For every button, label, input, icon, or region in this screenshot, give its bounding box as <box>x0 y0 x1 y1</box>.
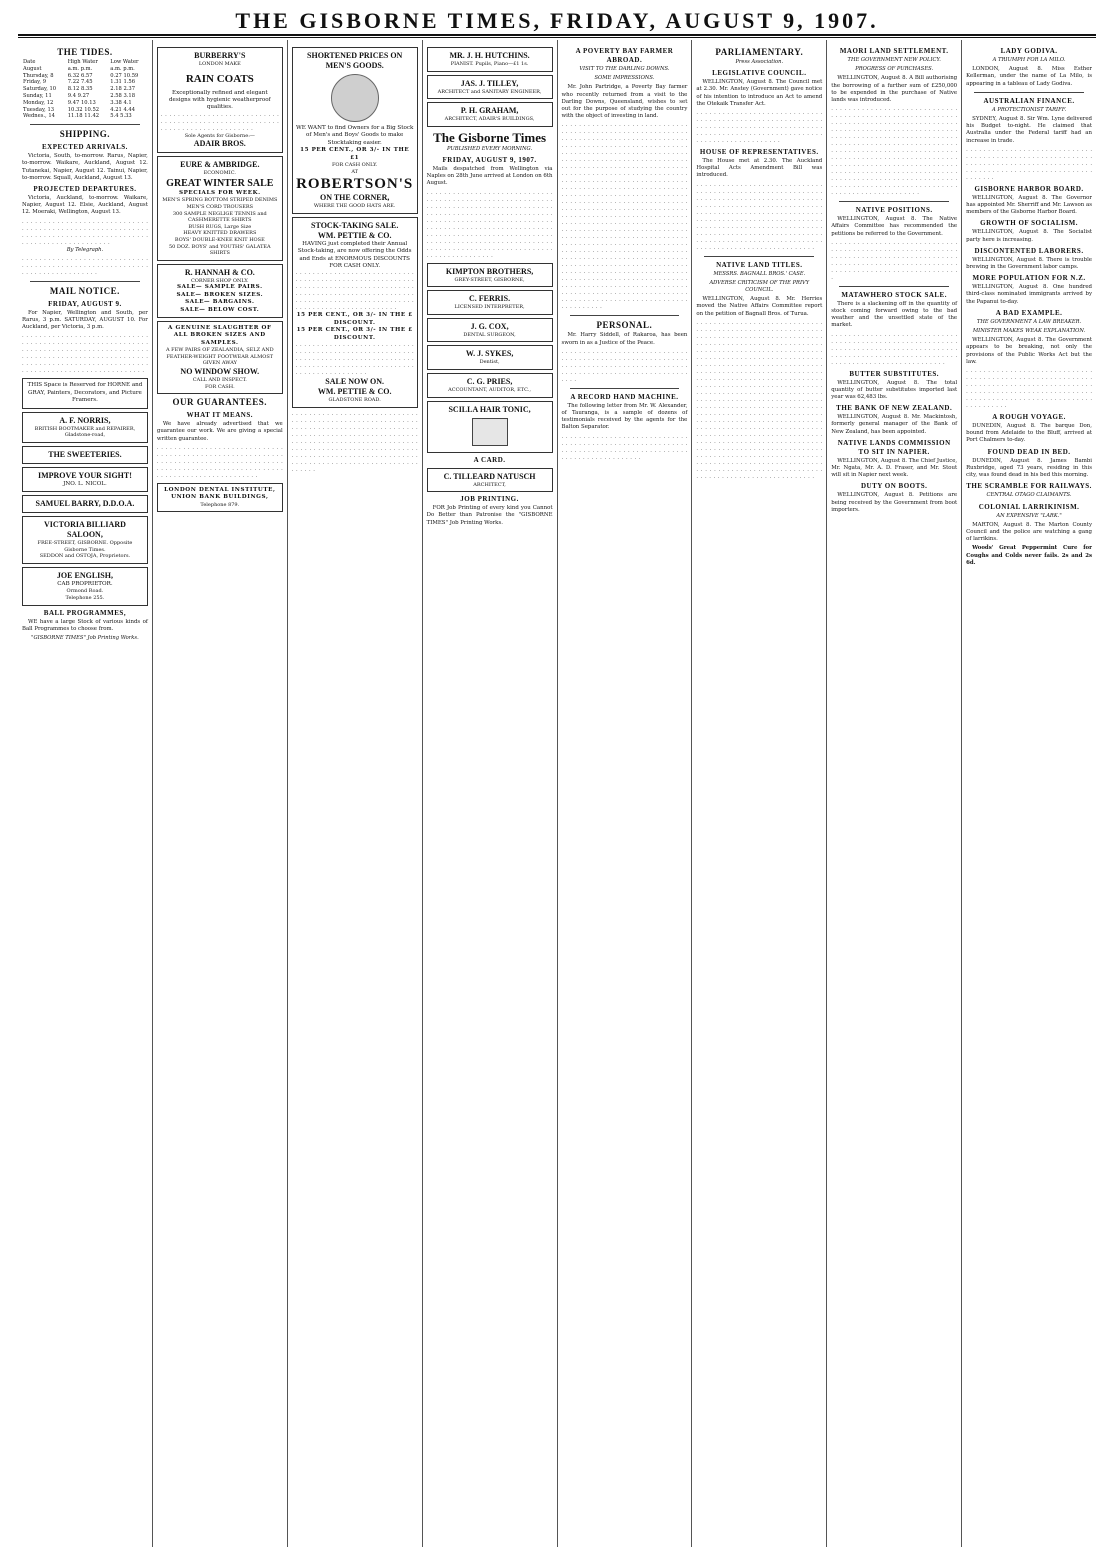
improve-sight-title: IMPROVE YOUR SIGHT! <box>37 470 132 480</box>
legislative-text: WELLINGTON, August 8. The Council met at 2.30. Mr. Anstey (Government) gave notice of his intention to introduce an Act to amend the Otekaik Transfer Act. <box>696 79 823 107</box>
job-printing-text: FOR Job Printing of every kind you Cannot Do Better than Patronise the "GISBORNE TIMES" Job Printing Works. <box>426 505 553 526</box>
projected-departures-text: Victoria, Auckland, to-morrow. Waikare, Napier, August 12. Elsie, Auckland, August 12. Moeraki, Wellington, August 13. <box>22 194 148 216</box>
legislative-heading: LEGISLATIVE COUNCIL. <box>712 69 807 78</box>
tides-cell: a.m. p.m. <box>110 65 135 72</box>
tides-cell: Saturday, 10 <box>23 86 57 93</box>
newspaper-name: The Gisborne Times <box>433 129 547 145</box>
discount-lines <box>296 312 414 342</box>
masthead-title <box>18 8 1096 34</box>
population-text: WELLINGTON, August 8. One hundred third-class nominated immigrants arrived by the Papanui to-day. <box>966 284 1092 305</box>
population-heading: MORE POPULATION FOR N.Z. <box>972 274 1086 283</box>
kimpton-name: KIMPTON BROTHERS, <box>445 266 534 276</box>
norris-name: A. F. NORRIS, <box>59 415 111 425</box>
english-sub: CAB PROPRIETOR. <box>57 581 113 587</box>
pries-sub: ACCOUNTANT, AUDITOR, ETC., <box>448 386 531 393</box>
discount-line: 15 PER CENT., OR 3/- IN THE £ DISCOUNT. <box>296 312 413 326</box>
economic-sub: ECONOMIC. <box>203 170 236 177</box>
farmer-sub: VISIT TO THE DARLING DOWNS. <box>579 66 670 72</box>
improve-sight-ad <box>22 467 148 492</box>
bank-text: WELLINGTON, August 8. Mr. Mackintosh, formerly general manager of the Bank of New Zealand, has been appointed. <box>831 414 958 435</box>
adair-bros: ADAIR BROS. <box>193 139 246 149</box>
settlement-body: . . . . . . . . . . . . . . . . . . . . . . . . . . . . . . . . . . . . . . . . . . . . . . . . . . . . . . . . . . . . . . . . . . . . . . . . . . . . . . . . . . . . . . . . . . . . . . . . . . . . . . . . . . . . . . . . . . . . . . . . . . . . . . . . . . . . . . . . . . . . . . . . . . . . . . . . . . . . . . . . . . . . . . . . . . . . . . . . . . . . . . . . . . . . . . . . . . . . . . . . . . . . . . . . . . . . . . . . . . . . . . . . . . . . . . . . . . . . . . . . . . . . . . . . . . . . . . . . . . . . . . . . . . . . . . . . . . . . . . . . . . . . . . . . . . . . . . . . . . . . . . . . . . . . . . . . . . . . . . . . . . . . . . . . . . . . . . . . . . . . . . . . . . . . . . . . . . . . . . . . . . . . . . . . . <box>831 106 958 197</box>
paper-title: THE GISBORNE TIMES, <box>235 8 543 33</box>
burberry-sub: LONDON MAKE <box>198 61 241 67</box>
personal-text: Mr. Harry Siddell, of Rakaroa, has been sworn in as a Justice of the Peace. <box>561 332 688 346</box>
ball-programmes-footer: "GISBORNE TIMES" Job Printing Works. <box>31 635 139 641</box>
finance-text: SYDNEY, August 8. Sir Wm. Lyne delivered his Budget to-night. He claimed that Australia under the Federal tariff had an increase in trade. <box>966 116 1092 144</box>
leader-body: . . . . . . . . . . . . . . . . . . . . . . . . . . . . . . . . . . . . . . . . . . . . . . . . . . . . . . . . . . . . . . . . . . . . . . . . . . . . . . . . . . . . . . . . . . . . . . . . . . . . . . . . . . . . . . . . . . . . . . . . . . . . . . . . . . . . . . . . . . . . . . . . . . . . . . . . . . . . . . . . . . . . . . . . . . . . . . . . . . . . . . . . . . . . . . . . . . . . . . . . . . . . . . . . . . . . . . . . . . . . . . . . . . . . . . . . . . . . . . . . . . . . . . . . . . . . . . . . . . . . . . . . . . . . . . . . . . . . . <box>426 189 553 259</box>
farmer-text: Mr. John Partridge, a Poverty Bay farmer who recently returned from a visit to the Darling Downs, Queensland, wishes to set out for the purpose of studying the country with the object of investing in land. <box>561 84 688 120</box>
telegraph-body: . . . . . . . . . . . . . . . . . . . . . . . . . . . . . . . . . . . . . . . . . . . . . . . . . . . . . . . . . . . . . . . . . . . . . . . . . . . . <box>22 255 148 276</box>
pettie-text: HAVING just completed their Annual Stock-taking, are now offering the Odds and Ends at ENORMOUS DISCOUNTS FOR CASH ONLY. <box>297 240 412 270</box>
divider <box>839 201 949 202</box>
expected-arrivals-heading: EXPECTED ARRIVALS. <box>41 143 128 152</box>
tides-row <box>22 79 148 86</box>
hannah-corner-sub: CORNER SHOP ONLY. <box>190 277 249 284</box>
expected-arrivals-text: Victoria, South, to-morrow. Rarus, Napier, to-morrow. Waikare, Auckland, August 12. Tutanekai, Napier, August 12. Tainui, Napier, to-morrow. Squall, Auckland, August 13. <box>22 153 148 181</box>
tides-cell: 5.4 5.33 <box>110 113 132 120</box>
kimpton-sub: GREY-STREET, GISBORNE, <box>454 276 525 283</box>
good-hats: WHERE THE GOOD HATS ARE. <box>313 203 396 210</box>
socialism-heading: GROWTH OF SOCIALISM. <box>980 219 1078 228</box>
hutchins-ad <box>427 47 553 72</box>
natusch-ad <box>427 468 553 493</box>
harbor-heading: GISBORNE HARBOR BOARD. <box>974 184 1084 193</box>
tides-cell: 1.31 1.56 <box>110 79 136 86</box>
sykes-sub: Dentist, <box>479 359 500 366</box>
bank-heading: THE BANK OF NEW ZEALAND. <box>836 404 953 413</box>
divider <box>839 286 949 287</box>
no-window-show: NO WINDOW SHOW. <box>180 366 260 376</box>
bad-example-sub: THE GOVERNMENT A LAW BREAKER. <box>976 318 1082 325</box>
divider <box>974 92 1084 93</box>
legislative-body: . . . . . . . . . . . . . . . . . . . . . . . . . . . . . . . . . . . . . . . . . . . . . . . . . . . . . . . . . . . . . . . . . . . . . . . . . . . . . . . . . . . . . . . . . . . . . . . . . . . . . . . . . . . . . . . . . . . . . . . . . . . . . . . . . . . . . . . . <box>696 110 823 145</box>
finance-body: . . . . . . . . . . . . . . . . . . . . . . . . . . . . . . . . . . . . . . . . . . . . . . . . . . . . . . . . . . . . . . . . . . . . . . . . . . . . . . . . . . . . . . . . . . . . . . . . . . . . . . . . . . . . . . . . . . . . . . . . . . . <box>966 146 1092 181</box>
personal-body: . . . . . . . . . . . . . . . . . . . . . . . . . . . . . . . . . . . . . . . . . . . . . . . . . . . . . . . . . . . . . . . . . . . . . . . . . . . . . . . . . . . . . . . . . . . . . . . . . . . . . . . . . . . . . . . . . . . . . . . . <box>561 348 688 383</box>
hutchins-sub: PIANIST. Pupils, Piano—£1 1s. <box>450 61 529 67</box>
divider <box>570 388 680 389</box>
ball-programmes-text: WE have a large Stock of various kinds of Ball Programmes to choose from. <box>22 618 148 632</box>
record-machine-text: The following letter from Mr. W. Alexander, of Tauranga, is a sample of dozens of testimonials received by the agents for the Balton Separator. <box>561 402 688 431</box>
tides-cell: Wednes., 14 <box>23 113 55 120</box>
norris-sub: BRITISH BOOTMAKER and REPAIRER, Gladstone-road, <box>34 425 136 439</box>
bad-example-sub-2: MINISTER MAKES WEAK EXPLANATION. <box>972 328 1086 335</box>
slaughter-ad <box>157 321 283 394</box>
ferris-sub: LICENSED INTERPRETER, <box>454 304 525 311</box>
gladstone-road: GLADSTONE ROAD. <box>328 397 381 404</box>
settlement-heading: MAORI LAND SETTLEMENT. <box>839 47 949 55</box>
bad-example-heading: A BAD EXAMPLE. <box>995 308 1063 317</box>
shipping-body: . . . . . . . . . . . . . . . . . . . . . . . . . . . . . . . . . . . . . . . . . . . . . . . . . . . . . . . . . . . . . . . . . . . . . . . . . . . . . . . . . . . . . . . . . . . . . . . . . . . . . . . . . . . . <box>22 218 148 246</box>
burberry-text: Exceptionally refined and elegant designs with hygienic weatherproof qualities. <box>168 89 271 111</box>
column-5 <box>558 40 693 1547</box>
tides-row <box>22 107 148 114</box>
tilley-ad <box>427 75 553 100</box>
found-dead-text: DUNEDIN, August 8. James Bambi Ruxbridge, aged 73 years, residing in this city, was found dead in his bed this morning. <box>966 457 1092 479</box>
agent-line: Sole Agents for Gisborne:— <box>184 132 255 139</box>
barry-ad <box>22 495 148 513</box>
railways-sub: CENTRAL OTAGO CLAIMANTS. <box>986 492 1072 499</box>
space-reserved-ad <box>22 378 148 408</box>
col3-body: . . . . . . . . . . . . . . . . . . . . . . . . . . . . . . . . . . . . . . . . . . . . . . . . . . . . . . . . . . . . . . . . . . . . . . . . . . . . . . . . . . . . . . . . . . . . . . . . . . . . . . . . . . . . . . . . . . . . . . . . . . . . . . . . . . . . . . . . . . . . . . . . . . . . . . . . . . . . . . . . . . . . . . . . . . . . . . . . . . . . . . . . . . . . . . . . . . . . . . . . . . . . . . . . . . . . . . . . . . . . . . . . . . . . . . . . . . . . . . <box>291 410 418 473</box>
kimpton-ad <box>427 263 553 288</box>
tides-table <box>22 59 148 120</box>
column-7 <box>827 40 962 1547</box>
found-dead-heading: FOUND DEAD IN BED. <box>987 447 1071 456</box>
billiard-ad <box>22 516 148 564</box>
english-sub2: Ormond Road. <box>66 588 104 595</box>
butter-heading: BUTTER SUBSTITUTES. <box>849 369 940 378</box>
tides-cell: 2.18 2.37 <box>110 86 136 93</box>
matawhero-body: . . . . . . . . . . . . . . . . . . . . . . . . . . . . . . . . . . . . . . . . . . . . . . . . . . . . . . . . . . . . . . . . . . . . . . . . . . . . . . . . . . . . . . . . . . . . . . . . . . . . . . . . . . . . . . . . . . . . . . . . . . . . . . . . . . . . . . . . . . . . . . . <box>831 331 958 366</box>
ball-programmes-heading: BALL PROGRAMMES, <box>43 608 127 617</box>
godiva-heading: LADY GODIVA. <box>1000 47 1058 55</box>
divider <box>30 281 140 282</box>
projected-departures-heading: PROJECTED DEPARTURES. <box>33 184 137 193</box>
masthead-date: FRIDAY, AUGUST 9, 1907. <box>550 8 879 33</box>
divider <box>704 256 814 257</box>
column-4 <box>423 40 558 1547</box>
natusch-name: C. TILLEARD NATUSCH <box>443 471 536 481</box>
house-text: The House met at 2.30. The Auckland Hospital Acts Amendment Bill was introduced. <box>696 158 823 179</box>
paper-date: FRIDAY, AUGUST 9, 1907. <box>442 155 537 164</box>
billiard-name: VICTORIA BILLIARD SALOON, <box>44 520 126 540</box>
discount-line: 15 PER CENT., OR 3/- IN THE £ DISCOUNT. <box>296 327 413 341</box>
native-titles-body: . . . . . . . . . . . . . . . . . . . . . . . . . . . . . . . . . . . . . . . . . . . . . . . . . . . . . . . . . . . . . . . . . . . . . . . . . . . . . . . . . . . . . . . . . . . . . . . . . . . . . . . . . . . . . . . . . . . . . . . . . . . . . . . . . . . . . . . . . . . . . . . . . . . . . . . . . . . . . . . . . . . . . . . . . . . . . . . . . . . . . . . . . . . . . . . . . . . . . . . . . . . . . . . . . . . . . . . . . . . . . . . . . . . . . . . . . . . . . . . . . . . . . . . . . . . . . . . . . . . . . . . . . . . . . . . . . . . . . . . . . . . . . . . . . . . . . . . . . . . . . . . . . . . . . . . . . . . . . . . . . . . . . . . . . . . . . . . . . . . . . . . . . . . . . . . . . . . . . . . . . . . . . . . . . . . . . . . . . . . . . . . . . . . . . . . . . . . . . . . . . . . . . . . . . . . . . . . . . . . . . . . . . . . . . . . . . . . . . . . . . . . . . . . . . . . . . . . . . . . . . . . . . . . . . . . . . . . . . . . . . . . . . . . . . . . . . . . . . . . . . . . . . . . . . . . . . . . . . . . . . . . . . . . . . . . . . . . . . . . . . . . . . . . . . . . . . . . . . . . . . . . . . . . . . . . . . . . . . . . . . . . . . . . . . . . . . . . . . . . . . . . . . . . . . . . . . . . . . . . . . . . . . . . . . . . . . . . . . . . . . . . . . . . . . . . . . . . . . . . . . . . . . . <box>696 319 823 480</box>
tides-row <box>22 66 148 73</box>
house-body: . . . . . . . . . . . . . . . . . . . . . . . . . . . . . . . . . . . . . . . . . . . . . . . . . . . . . . . . . . . . . . . . . . . . . . . . . . . . . . . . . . . . . . . . . . . . . . . . . . . . . . . . . . . . . . . . . . . . . . . . . . . . . . . . . . . . . . . . . . . . . . . . . . . . . . . . . . . . . . . . . . . . . . . . . . . . . . . . . . . . . . . . . . . . . . . . . . . . . . . . . . . . . . . . . . . . . . . . . . . . . . . . . . . . . . . . . . . . . . . . . . . . . . . . . . . . . . . . . . . . . . . . . . . . . . . . . . . . . . . . . . . . . . . . . <box>696 181 823 251</box>
shortened-prices-ad <box>292 47 418 214</box>
masthead <box>18 8 1096 36</box>
rain-coats: RAIN COATS <box>185 72 254 85</box>
leader-text: Mails despatched from Wellington via Naples on 28th June arrived at London on 6th August. <box>426 165 553 187</box>
discontented-text: WELLINGTON, August 8. There is trouble brewing in the Government labor camps. <box>966 256 1092 271</box>
discontented-heading: DISCONTENTED LABORERS. <box>974 246 1084 255</box>
tides-cell: 10.32 10.52 <box>67 106 100 113</box>
specials-item: MEN'S CORD TROUSERS <box>186 204 254 210</box>
sale-line: SALE— BELOW COST. <box>180 306 260 313</box>
guarantee-text: We have already advertised that we guarantee our work. We are giving a special written guarantee. <box>156 421 283 442</box>
tides-cell: 4.21 4.44 <box>110 106 136 113</box>
robertsons-name: ROBERTSON'S <box>296 176 414 193</box>
native-titles-heading: NATIVE LAND TITLES. <box>716 260 803 269</box>
slaughter-text: A GENUINE SLAUGHTER OF ALL BROKEN SIZES AND SAMPLES. <box>168 324 272 346</box>
commission-heading: NATIVE LANDS COMMISSION TO SIT IN NAPIER. <box>837 438 951 456</box>
pettie-body-2: . . . . . . . . . . . . . . . . . . . . . . . . . . . . . . . . . . . . . . . . . . . . . . . . . . . . . . . . . . . . . . . . . . . . . . . . . . . . . . . . . . . . . . . . . . . . . . . . . . . . . . . . . . . . . . . . . . . . . . . . . . . . . . . . . <box>295 342 414 377</box>
fifteen-per-cent: 15 PER CENT., OR 3/- IN THE £1 <box>300 147 410 161</box>
mail-notice-heading: MAIL NOTICE. <box>49 285 120 296</box>
tides-cell: Monday, 12 <box>23 99 54 106</box>
woods-peppermint-ad: Woods' Great Peppermint Cure for Coughs and Colds never fails. 2s and 2s 6d. <box>966 545 1092 566</box>
tides-cell: 9.47 10.13 <box>67 99 96 106</box>
tides-header-cell: Date <box>23 59 36 65</box>
tides-cell: a.m. p.m. <box>67 65 93 72</box>
native-titles-sub-2: ADVERSE CRITICISM OF THE PRIVY COUNCIL. <box>709 279 810 294</box>
finance-heading: AUSTRALIAN FINANCE. <box>983 96 1075 105</box>
finance-sub: A PROTECTIONIST TARIFF. <box>991 106 1067 113</box>
sale-line: SALE— BROKEN SIZES. <box>176 291 264 298</box>
specials-item: 50 DOZ. BOYS' and YOUTHS' GALATEA SHIRTS <box>168 243 271 257</box>
billiard-sub: FREE-STREET, GISBORNE. Opposite Gisborne Times. <box>37 540 133 553</box>
tides-cell: Sunday, 11 <box>23 92 52 99</box>
natusch-sub: ARCHITECT, <box>473 481 506 488</box>
english-name: JOE ENGLISH, <box>56 571 113 580</box>
tides-header-row <box>22 59 148 66</box>
economic-title: EURE & AMBRIDGE. <box>180 160 260 170</box>
harbor-text: WELLINGTON, August 8. The Governor has appointed Mr. Sherriff and Mr. Lawson as members of the Gisborne Harbor Board. <box>966 194 1092 216</box>
norris-ad <box>22 412 148 443</box>
column-8 <box>962 40 1096 1547</box>
hair-tonic-ad <box>427 401 553 453</box>
matawhero-heading: MATAWHERO STOCK SALE. <box>841 290 947 299</box>
specials-heading: SPECIALS FOR WEEK. <box>178 190 261 196</box>
colonial-sub: AN EXPENSIVE "LARK." <box>996 512 1062 519</box>
pries-name: C. G. PRIES, <box>466 376 513 386</box>
tides-cell: Friday, 9 <box>23 79 46 86</box>
sale-now-on: SALE NOW ON. <box>325 377 385 387</box>
billiard-owners: SEDDON and OSTOJA, Proprietors. <box>39 553 131 560</box>
pairs-text: A FEW PAIRS OF ZEALANDIA, SELZ AND FEATHER-WEIGHT FOOTWEAR ALMOST GIVEN AWAY <box>165 347 274 367</box>
call-inspect: CALL AND INSPECT. <box>192 376 247 383</box>
tides-body <box>22 66 148 120</box>
tides-cell: Tuesday, 13 <box>23 106 55 113</box>
tides-header-cell: High Water <box>67 59 98 65</box>
specials-item: HEAVY KNITTED DRAWERS <box>183 230 257 237</box>
settlement-text: WELLINGTON, August 8. A Bill authorising the borrowing of a further sum of £250,000 to be expended in the purchase of Native lands was introduced. <box>831 75 958 104</box>
farmer-heading: A POVERTY BAY FARMER ABROAD. <box>575 47 674 64</box>
godiva-text: LONDON, August 8. Miss Esther Kellerman, under the name of La Milo, is appearing in a tableau of Lady Godiva. <box>966 66 1092 87</box>
divider <box>30 124 140 125</box>
tides-cell: 7.22 7.45 <box>67 79 93 86</box>
burberry-body: . . . . . . . . . . . . . . . . . . . . . . . . . . . . . . . . . . . . . . . . . . . . . . . . . . . . . . . . . . . . . . . . . . . . . . . . . . . . . . <box>160 111 279 132</box>
socialism-text: WELLINGTON, August 8. The Socialist party here is increasing. <box>966 229 1092 243</box>
hannah-corner-ad <box>157 264 283 318</box>
column-1 <box>18 40 153 1547</box>
cash-only: FOR CASH ONLY. <box>331 162 378 169</box>
tides-cell: 6.32 6.57 <box>67 72 93 79</box>
press-association: Press Association. <box>735 59 784 65</box>
pettie-body: . . . . . . . . . . . . . . . . . . . . . . . . . . . . . . . . . . . . . . . . . . . . . . . . . . . . . . . . . . . . . . . . . . . . . . . . . . . . . . . . . . . . . . . . . . . . . . . . . . . . . . . . . . . . . . . . . . . . . . . . . . . . . . . . . . . . . . . . . . . . . . . . . . . . . . . . . . . . . . . . . . . . <box>295 270 414 312</box>
commission-text: WELLINGTON, August 8. The Chief Justice, Mr. Ngata, Mr. A. D. Fraser, and Mr. Stout will sit in Napier next week. <box>831 457 958 479</box>
matawhero-text: There is a slackening off in the quantity of stock coming forward owing to the bad weather and the unsettled state of the market. <box>831 300 958 329</box>
hutchins-name: MR. J. H. HUTCHINS. <box>449 51 530 60</box>
divider <box>570 315 680 316</box>
tides-row <box>22 86 148 93</box>
sale-line: SALE— SAMPLE PAIRS. <box>176 284 263 291</box>
pettie-name-2: WM. PETTIE & CO. <box>317 387 392 397</box>
tides-cell: August <box>23 65 42 72</box>
published-line: PUBLISHED EVERY MORNING. <box>447 145 533 152</box>
specials-item: 300 SAMPLE NEGLIGE TENNIS and CASHMERETTE SHIRTS <box>172 210 267 224</box>
economic-ad <box>157 156 283 260</box>
card-heading: A CARD. <box>473 455 506 464</box>
column-2 <box>153 40 288 1547</box>
by-telegraph: By Telegraph. <box>66 246 104 253</box>
voyage-heading: A ROUGH VOYAGE. <box>992 413 1066 422</box>
colonial-text: MARTON, August 8. The Marton County Council and the police are watching a gang of larrikins. <box>966 521 1092 543</box>
colonial-heading: COLONIAL LARRIKINISM. <box>978 502 1080 511</box>
for-cash: FOR CASH. <box>204 383 235 390</box>
london-dental-telephone: Telephone 879. <box>200 501 240 508</box>
tides-cell: 11.18 11.42 <box>67 113 100 120</box>
native-positions-body: . . . . . . . . . . . . . . . . . . . . . . . . . . . . . . . . . . . . . . . . . . . . . . . . . . . . . . . . . . . . . . . . . . . . . . . . . . . . . . . . . . . . . . . . . . . . . . . . . . . . . . . . . . . . . . . . . . . . . . . . . . . . . . . . . . . . . . . . . . . . . . . . . . <box>831 239 958 281</box>
voyage-text: DUNEDIN, August 8. The barque Don, bound from Adelaide to the Bluff, arrived at Port Chalmers to-day. <box>966 423 1092 444</box>
cox-sub: DENTAL SURGEON, <box>463 331 516 338</box>
column-6 <box>692 40 827 1547</box>
native-titles-sub: MESSRS. BAGNALL BROS.' CASE. <box>713 270 806 277</box>
tides-cell: 9.4 9.27 <box>67 92 90 99</box>
nicol-name: JNO. L. NICOL. <box>63 480 107 487</box>
shipping-heading: SHIPPING. <box>59 129 111 140</box>
specials-list <box>161 197 279 256</box>
ferris-name: C. FERRIS. <box>469 294 511 304</box>
godiva-sub: A TRIUMPH FOR LA MILO. <box>992 57 1066 63</box>
barry-name: SAMUEL BARRY, D.D.O.A. <box>35 499 135 509</box>
specials-item: BUSH RUGS, Large Size <box>188 223 252 230</box>
badge-illustration <box>331 74 379 122</box>
native-positions-text: WELLINGTON, August 8. The Native Affairs Committee has recommended the petitions be referred to the Government. <box>831 216 958 237</box>
pettie-ad <box>292 217 418 408</box>
english-telephone: Telephone 255. <box>65 595 105 601</box>
personal-heading: PERSONAL. <box>596 320 653 331</box>
parliamentary-heading: PARLIAMENTARY. <box>715 47 804 57</box>
tides-cell: 3.38 4.1 <box>110 99 132 106</box>
tides-row <box>22 100 148 107</box>
tides-cell: 0.27 10.59 <box>110 72 139 79</box>
bad-example-text: WELLINGTON, August 8. The Government appears to be breaking, not only the provisions of the Public Works Act but the law. <box>966 337 1092 365</box>
great-winter-sale: GREAT WINTER SALE <box>166 178 274 189</box>
graham-name: P. H. GRAHAM, <box>460 106 519 116</box>
guarantee-heading: OUR GUARANTEES. <box>172 397 268 408</box>
hannah-name: R. HANNAH & CO. <box>184 267 255 277</box>
english-ad <box>22 567 148 606</box>
london-dental-name: LONDON DENTAL INSTITUTE, UNION BANK BUILDINGS, <box>164 486 276 501</box>
railways-heading: THE SCRAMBLE FOR RAILWAYS. <box>966 482 1092 491</box>
cox-name: J. G. COX, <box>470 321 509 331</box>
job-printing-heading: JOB PRINTING. <box>460 495 519 504</box>
ferris-ad <box>427 290 553 315</box>
farmer-body: . . . . . . . . . . . . . . . . . . . . . . . . . . . . . . . . . . . . . . . . . . . . . . . . . . . . . . . . . . . . . . . . . . . . . . . . . . . . . . . . . . . . . . . . . . . . . . . . . . . . . . . . . . . . . . . . . . . . . . . . . . . . . . . . . . . . . . . . . . . . . . . . . . . . . . . . . . . . . . . . . . . . . . . . . . . . . . . . . . . . . . . . . . . . . . . . . . . . . . . . . . . . . . . . . . . . . . . . . . . . . . . . . . . . . . . . . . . . . . . . . . . . . . . . . . . . . . . . . . . . . . . . . . . . . . . . . . . . . . . . . . . . . . . . . . . . . . . . . . . . . . . . . . . . . . . . . . . . . . . . . . . . . . . . . . . . . . . . . . . . . . . . . . . . . . . . . . . . . . . . . . . . . . . . . . . . . . . . . . . . . . . . . . . . . . . . . . . . . . . . . . . . . . . . . . . . . . . . . . . . . . . . . . . . . . . . . . . . . . . . . . . . . . . . . . . . . . . . . . . . . . . . . . . . . . . . . . . . . . . . . . . . . . . . . . . . . . . . . . . . . . . . . . . . . . . . . . . . . . . . . . . . . . . . . . . . . . . . . . . . . . . . . . . . . . . . . . . . . . . . . . . . . . . . . . . . . . . . . . . . . . . . . . . . . . . . . . . . . . . . . . . . . . . . . . . . . . . . . . . . . . . . . . . . . . . . . . . . . . . . . . . . . . . . . . . . . . . . . . . . . . . . . . . . . . . . . . . . . . . . . . . . . . . . . . . . . . . . . . . . . . . . . . . . . . . . . . . . . . . . . . . . . . . . . . . . . . . . . . . . . . . . . . . . . . . . . . . . . . . . . . . . <box>561 122 688 311</box>
graham-ad <box>427 102 553 127</box>
columns <box>18 40 1096 1547</box>
tides-row <box>22 113 148 120</box>
graham-sub: ARCHITECT, ADAIR'S BUILDINGS, <box>444 116 535 123</box>
farmer-sub-2: SOME IMPRESSIONS. <box>594 75 655 82</box>
tides-header-cell: Low Water <box>110 59 139 65</box>
tilley-sub: ARCHITECT and SANITARY ENGINEER, <box>437 88 542 95</box>
space-reserved-text: THIS Space is Reserved for HORNE and GRAY, Painters, Decorators, and Picture Framers. <box>27 382 143 404</box>
what-it-means: WHAT IT MEANS. <box>186 411 253 420</box>
duty-heading: DUTY ON BOOTS. <box>860 482 928 491</box>
shortened-prices-text: WE WANT to find Owners for a Big Stock of Men's and Boys' Goods to make Stocktaking easier. <box>295 125 414 146</box>
house-heading: HOUSE OF REPRESENTATIVES. <box>699 148 819 157</box>
burberry-title: BURBERRY'S <box>194 51 246 60</box>
tides-row <box>22 73 148 80</box>
sykes-name: W. J. SYKES, <box>465 349 514 359</box>
tides-cell: 8.12 8.35 <box>67 86 93 93</box>
settlement-sub-2: PROGRESS OF PURCHASES. <box>855 66 934 73</box>
duty-text: WELLINGTON, August 8. Petitions are being received by the Government from boot importers. <box>831 492 958 513</box>
at-label: AT <box>351 168 359 175</box>
bad-example-body: . . . . . . . . . . . . . . . . . . . . . . . . . . . . . . . . . . . . . . . . . . . . . . . . . . . . . . . . . . . . . . . . . . . . . . . . . . . . . . . . . . . . . . . . . . . . . . . . . . . . . . . . . . . . . . . . . . . . . . . . . . . . . . . . . . . . . . . . . . . . . . . . . . . . . . . . . . . <box>966 368 1092 410</box>
column-3 <box>288 40 423 1547</box>
butter-text: WELLINGTON, August 8. The total quantity of butter substitutes imported last year was 62,483 lbs. <box>831 379 958 401</box>
mail-text: For Napier, Wellington and South, per Rarus, 3 p.m. SATURDAY, AUGUST 10. For Auckland, per Victoria, 3 p.m. <box>22 309 148 331</box>
mail-body: . . . . . . . . . . . . . . . . . . . . . . . . . . . . . . . . . . . . . . . . . . . . . . . . . . . . . . . . . . . . . . . . . . . . . . . . . . . . . . . . . . . . . . . . . . . . . . . . . . . . . . . . . . . . . . . . . . . . . . . . . . . . . . . . . . . . . . . . . . . . . . . . . . . . . . . . . . . . . . . . . . . . . . . . . . . . . . <box>22 333 148 375</box>
shortened-prices-title: SHORTENED PRICES ON MEN'S GOODS. <box>307 51 403 70</box>
sale-lines <box>161 284 279 314</box>
cox-ad <box>427 318 553 343</box>
masthead-rule <box>18 37 1096 38</box>
tides-row <box>22 93 148 100</box>
sweeteries-ad <box>22 446 148 464</box>
specials-item: BOYS' DOUBLE-KNEE KNIT HOSE <box>174 236 265 243</box>
settlement-sub: THE GOVERNMENT NEW POLICY. <box>847 57 941 63</box>
pettie-name: WM. PETTIE & CO. <box>317 230 392 240</box>
native-positions-heading: NATIVE POSITIONS. <box>855 206 933 215</box>
sykes-ad <box>427 345 553 370</box>
pries-ad <box>427 373 553 398</box>
london-dental-ad <box>157 483 283 512</box>
sale-line: SALE— BARGAINS. <box>185 299 255 306</box>
burberry-ad <box>157 47 283 153</box>
sweeteries-title: THE SWEETERIES. <box>48 449 122 459</box>
guarantee-body: . . . . . . . . . . . . . . . . . . . . . . . . . . . . . . . . . . . . . . . . . . . . . . . . . . . . . . . . . . . . . . . . . . . . . . . . . . . . . . . . . . . . . . . . . . . . . . . . . . . . . . . . . . . . . . . . . . . . . . . . . . . . . . . . . . . . . . . . . . . . <box>156 444 283 479</box>
tides-cell: 2.58 3.18 <box>110 92 136 99</box>
specials-item: MEN'S SPRING BOTTOM STRIPED DENIMS <box>162 197 278 204</box>
tides-heading: THE TIDES. <box>57 47 113 57</box>
tides-cell: Thursday, 8 <box>23 72 54 79</box>
record-machine-heading: A RECORD HAND MACHINE. <box>570 392 679 401</box>
portrait-illustration <box>472 418 508 446</box>
stocktaking-title: STOCK-TAKING SALE. <box>311 220 399 230</box>
tilley-name: JAS. J. TILLEY, <box>460 78 519 88</box>
hair-tonic-title: SCILLA HAIR TONIC, <box>448 404 531 414</box>
native-titles-text: WELLINGTON, August 8. Mr. Herries moved the Native Affairs Committee report on the petition of Bagnall Bros. of Turua. <box>696 296 823 317</box>
mail-date: FRIDAY, AUGUST 9. <box>48 299 122 308</box>
record-machine-body: . . . . . . . . . . . . . . . . . . . . . . . . . . . . . . . . . . . . . . . . . . . . . . . . . . . . . . . . . . . . . . . . . . . . . . . . . . . . . . . . . . . . . . . . . . . . . . . . . . . . . . . . . . <box>561 433 688 461</box>
on-the-corner: ON THE CORNER, <box>319 193 390 203</box>
